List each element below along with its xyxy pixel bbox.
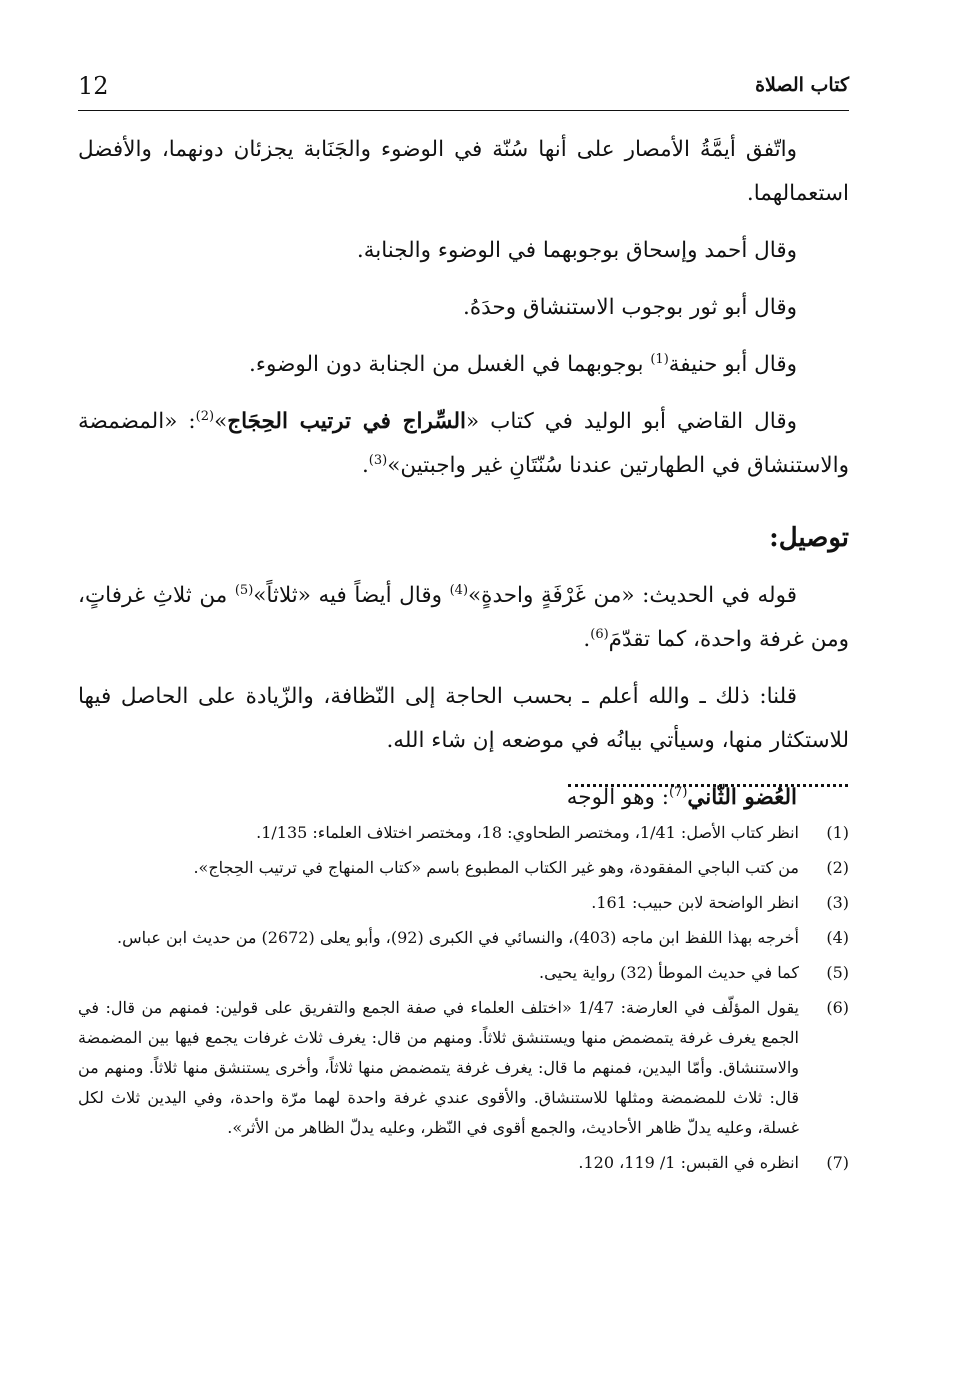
footnote-separator [568,784,848,787]
paragraph-6-text-3: من ثلاثِ غرفاتٍ، ومن غرفة واحدة، كما تقدّمَ [78,583,849,652]
paragraph-5-quote: : «المضمضة والاستنشاق في الطهارتين عندنا سُنّتَانِ غير واجبتين» [78,409,849,478]
page-number: 12 [78,72,109,100]
footnote-ref-5[interactable]: (5) [234,582,254,598]
header-rule [78,110,849,111]
footnote-ref-2[interactable]: (2) [195,408,215,424]
footnote-3 [78,888,849,918]
paragraph-8-text: : وهو الوجه [566,785,669,810]
footnote-ref-4[interactable]: (4) [449,582,469,598]
footnote-number: (4) [826,928,849,947]
footnote-number: (3) [826,893,849,912]
footnotes [78,818,849,1183]
paragraph-5-text: وقال القاضي أبو الوليد في كتاب « [466,409,797,434]
paragraph-8 [78,776,849,820]
paragraph-5 [78,400,849,488]
paragraph-1: واتّفق أيمَّةُ الأمصار على أنها سُنّة في الوضوء والجَنَابة يجزئان دونهما، والأفضل استعمالهما. [78,137,849,206]
footnote-4 [78,923,849,953]
footnote-number: (7) [826,1153,849,1172]
footnote-ref-6[interactable]: (6) [590,626,609,642]
paragraph-4 [78,343,849,387]
footnote-text: أخرجه بهذا اللفظ ابن ماجه (403)، والنسائي في الكبرى (92)، وأبو يعلى (2672) من حديث ابن عباس. [117,928,799,947]
paragraph-4-text: وقال أبو حنيفة [668,352,797,377]
footnote-text: انظر الواضحة لابن حبيب: 161. [591,893,799,912]
page-header [78,72,849,104]
footnote-number: (5) [826,963,849,982]
quote-close: » [214,409,228,434]
paragraph-6-text: قوله في الحديث: «من غَرْفَةٍ واحدةٍ» [468,583,797,608]
footnote-text: انظره في القبس: 1/ 119، 120. [578,1153,799,1172]
main-text [78,128,849,833]
footnote-1 [78,818,849,848]
footnote-ref-3[interactable]: (3) [368,452,388,468]
paragraph-4-text-end: بوجوبهما في الغسل من الجنابة دون الوضوء. [249,352,651,377]
footnote-2 [78,853,849,883]
footnote-ref-1[interactable]: (1) [650,351,669,367]
paragraph-2: وقال أحمد وإسحاق بوجوبهما في الوضوء والجنابة. [356,238,797,263]
footnote-5 [78,958,849,988]
footnote-number: (1) [826,823,849,842]
paragraph-3: وقال أبو ثور بوجوب الاستنشاق وحدَهُ. [463,295,797,320]
paragraph-7: قلنا: ذلك ـ والله أعلم ـ بحسب الحاجة إلى النّظافة، والزّيادة على الحاصل فيها للاستكثار منها، وسيأتي بيانُه في موضعه إن شاء الله. [78,684,849,753]
footnote-7 [78,1148,849,1178]
subheading-organ: العُضو الثّاني [687,785,797,810]
footnote-ref-7[interactable]: (7) [668,784,688,800]
footnote-number: (2) [826,858,849,877]
paragraph-6-end: . [583,627,591,652]
paragraph-6-text-2: وقال أيضاً فيه «ثلاثاً» [253,583,450,608]
book-title: السِّراج في ترتيب الحِجَاج [227,409,466,434]
footnote-text: كما في حديث الموطأ (32) رواية يحيى. [539,963,799,982]
section-heading: توصيل: [769,523,849,553]
footnote-text: انظر كتاب الأصل: 1/41، ومختصر الطحاوي: 18، ومختصر اختلاف العلماء: 1/135. [256,823,799,842]
paragraph-6 [78,574,849,662]
footnote-text: يقول المؤلّف في العارضة: 1/47 «اختلف العلماء في صفة الجمع والتفريق على قولين: فمنهم من قال: في الجمع يغرف غرفة يتمضمض منها ويستنشق ثلاثاً. ومنهم من قال: يغرف ثلاث غرفات يجمع فيها بين المضمضة والاستنشاق. وأمّا اليدين، فمنهم ما قال: يغرف غرفة يتمضمض منها ثلاثاً، وأخرى يستنشق منها ثلاثاً. ومنهم من قال: ثلاث للمضمضة ومثلها للاستنشاق. والأقوى عندي غرفة واحدة لهما مرّة واحدة، وفي اليدين ثلاث لكل غسلة، وعليه يدلّ ظاهر الأحاديث، والجمع أقوى في النّظر، وعليه يدلّ الظاهر من الأثر». [78,998,800,1137]
footnote-6 [78,993,849,1143]
running-title: كتاب الصلاة [755,74,849,96]
footnote-number: (6) [826,998,849,1017]
paragraph-5-end: . [361,453,369,478]
footnote-text: من كتب الباجي المفقودة، وهو غير الكتاب المطبوع باسم «كتاب المنهاج في ترتيب الحِجاج». [193,858,799,877]
